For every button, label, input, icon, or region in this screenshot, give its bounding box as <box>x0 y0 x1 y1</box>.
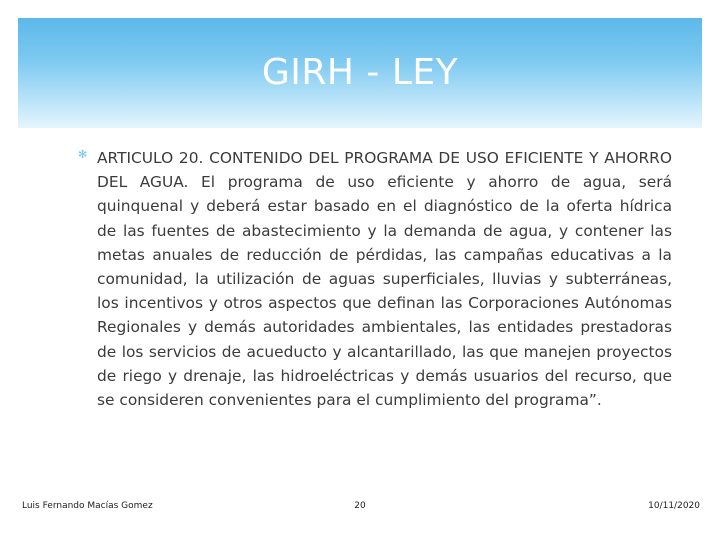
slide-title: GIRH - LEY <box>261 52 459 93</box>
slide-content <box>78 146 672 412</box>
footer-author: Luis Fernando Macías Gomez <box>22 501 153 511</box>
footer-date: 10/11/2020 <box>648 501 700 511</box>
footer-page-number: 20 <box>354 501 366 511</box>
asterisk-bullet-icon: ✻ <box>78 148 88 161</box>
bullet-item <box>78 146 672 412</box>
bullet-text: ARTICULO 20. CONTENIDO DEL PROGRAMA DE USO EFICIENTE Y AHORRO DEL AGUA. El programa de uso eficiente y ahorro de agua, será quinquenal y deberá estar basado en el diagnóstico de la oferta hídrica de las fuentes de abastecimiento y la demanda de agua, y contener las metas anuales de reducción de pérdidas, las campañas educativas a la comunidad, la utilización de aguas superficiales, lluvias y subterráneas, los incentivos y otros aspectos que definan las Corporaciones Autónomas Regionales y demás autoridades ambientales, las entidades prestadoras de los servicios de acueducto y alcantarillado, las que manejen proyectos de riego y drenaje, las hidroeléctricas y demás usuarios del recurso, que se consideren convenientes para el cumplimiento del programa”. <box>97 149 672 410</box>
